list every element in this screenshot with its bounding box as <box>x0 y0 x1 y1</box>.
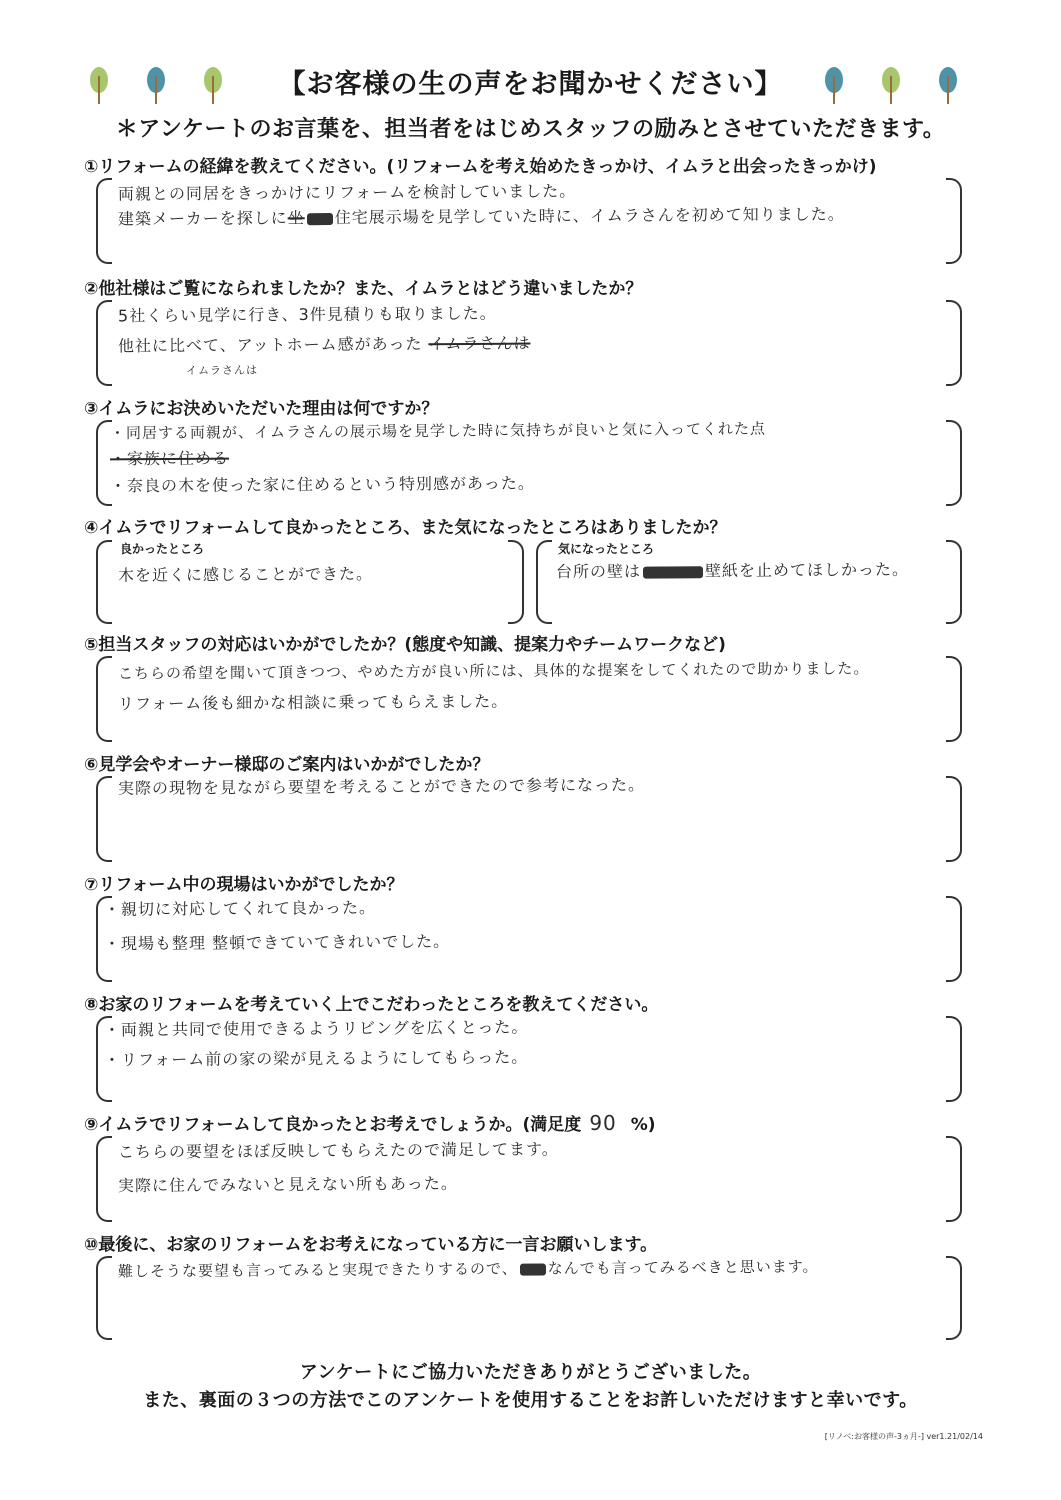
answer-text: ・家族に住める <box>109 448 230 469</box>
answer-text: 実際の現物を見ながら要望を考えることができたので参考になった。 <box>117 775 646 798</box>
answer-text: 木を近くに感じることができた。 <box>117 564 374 585</box>
answer-text: 両親との同居をきっかけにリフォームを検討していました。 <box>117 181 577 204</box>
answer-bracket-right <box>946 178 962 264</box>
answer-bracket-left <box>536 540 552 624</box>
answer-bracket-right <box>508 540 524 624</box>
satisfaction-value: 90 <box>589 1111 617 1135</box>
answer-text: ・奈良の木を使った家に住めるという特別感があった。 <box>109 473 535 496</box>
closing-permission: また、裏面の３つの方法でこのアンケートを使用することをお許しいただけますと幸いです。 <box>143 1390 918 1411</box>
tree-icon <box>145 66 167 106</box>
answer-text: 難しそうな要望も言ってみると実現できたりするので、 なんでも言ってみるべきと思います。 <box>117 1257 819 1281</box>
answer-text: 建築メーカーを探しに坐 住宅展示場を見学していた時に、イムラさんを初めて知りました。 <box>117 204 845 229</box>
answer-bracket-left <box>96 1136 112 1222</box>
tree-icon <box>937 66 959 106</box>
question-4: ④イムラでリフォームして良かったところ、また気になったところはありましたか？ <box>84 518 727 538</box>
question-9: ⑨イムラでリフォームして良かったとお考えでしょうか。(満足度 90 %) <box>84 1111 656 1135</box>
version-footer: [リノベ:お客様の声-3ヵ月-] ver1.21/02/14 <box>824 1432 983 1441</box>
question-2: ②他社様はご覧になられましたか？また、イムラとはどう違いましたか？ <box>84 279 643 299</box>
tree-icon <box>202 66 224 106</box>
answer-text: ・両親と共同で使用できるようリビングを広くとった。 <box>103 1017 529 1040</box>
answer-text: ・同居する両親が、イムラさんの展示場を見学した時に気持ちが良いと気に入ってくれた点 <box>109 419 767 443</box>
answer-text: 実際に住んでみないと見えない所もあった。 <box>117 1173 458 1196</box>
answer-bracket-right <box>946 776 962 862</box>
answer-text: こちらの要望をほぼ反映してもらえたので満足してます。 <box>117 1139 559 1162</box>
answer-bracket-left <box>96 540 112 624</box>
answer-bracket-right <box>946 656 962 742</box>
answer-bracket-right <box>946 540 962 624</box>
question-8: ⑧お家のリフォームを考えていく上でこだわったところを教えてください。 <box>84 995 659 1015</box>
answer-text: ・親切に対応してくれて良かった。 <box>103 898 377 919</box>
question-6: ⑥見学会やオーナー様邸のご案内はいかがでしたか？ <box>84 755 490 775</box>
answer-bracket-right <box>946 896 962 982</box>
answer-bracket-right <box>946 1136 962 1222</box>
question-7: ⑦リフォーム中の現場はいかがでしたか？ <box>84 875 404 895</box>
closing-thanks: アンケートにご協力いただきありがとうございました。 <box>299 1362 762 1383</box>
answer-text: リフォーム後も細かな相談に乗ってもらえました。 <box>117 691 509 714</box>
question-5: ⑤担当スタッフの対応はいかがでしたか？(態度や知識、提案力やチームワークなど) <box>84 635 726 655</box>
tree-icon <box>880 66 902 106</box>
answer-bracket-left <box>96 300 112 386</box>
question-10: ⑩最後に、お家のリフォームをお考えになっている方に一言お願いします。 <box>84 1235 658 1255</box>
question-3: ③イムラにお決めいただいた理由は何ですか？ <box>84 399 439 419</box>
answer-bracket-left <box>96 656 112 742</box>
concern-points-label: 気になったところ <box>558 542 655 556</box>
answer-text: ・リフォーム前の家の梁が見えるようにしてもらった。 <box>103 1047 529 1070</box>
answer-bracket-right <box>946 420 962 506</box>
answer-text: 他社に比べて、アットホーム感があった イムラさんは <box>117 333 531 356</box>
answer-text: ・現場も整理 整頓できていてきれいでした。 <box>103 931 451 954</box>
answer-text: こちらの希望を聞いて頂きつつ、やめた方が良い所には、具体的な提案をしてくれたので助かりました。 <box>117 659 870 683</box>
page-subtitle: ＊アンケートのお言葉を、担当者をはじめスタッフの励みとさせていただきます。 <box>115 117 946 142</box>
good-points-label: 良かったところ <box>120 542 205 556</box>
answer-bracket-right <box>946 1256 962 1340</box>
page-title: 【お客様の生の声をお聞かせください】 <box>278 69 783 100</box>
tree-icon <box>88 66 110 106</box>
answer-annotation: イムラさんは <box>185 363 259 378</box>
answer-bracket-left <box>96 1256 112 1340</box>
answer-bracket-right <box>946 1016 962 1102</box>
answer-text: 5社くらい見学に行き、3件見積りも取りました。 <box>117 303 497 326</box>
answer-bracket-left <box>96 178 112 264</box>
question-1: ①リフォームの経緯を教えてください。(リフォームを考え始めたきっかけ、イムラと出会ったきっかけ) <box>84 157 877 177</box>
answer-text: 台所の壁は 壁紙を止めてほしかった。 <box>555 559 910 582</box>
tree-icon <box>823 66 845 106</box>
answer-bracket-right <box>946 300 962 386</box>
answer-bracket-left <box>96 776 112 862</box>
